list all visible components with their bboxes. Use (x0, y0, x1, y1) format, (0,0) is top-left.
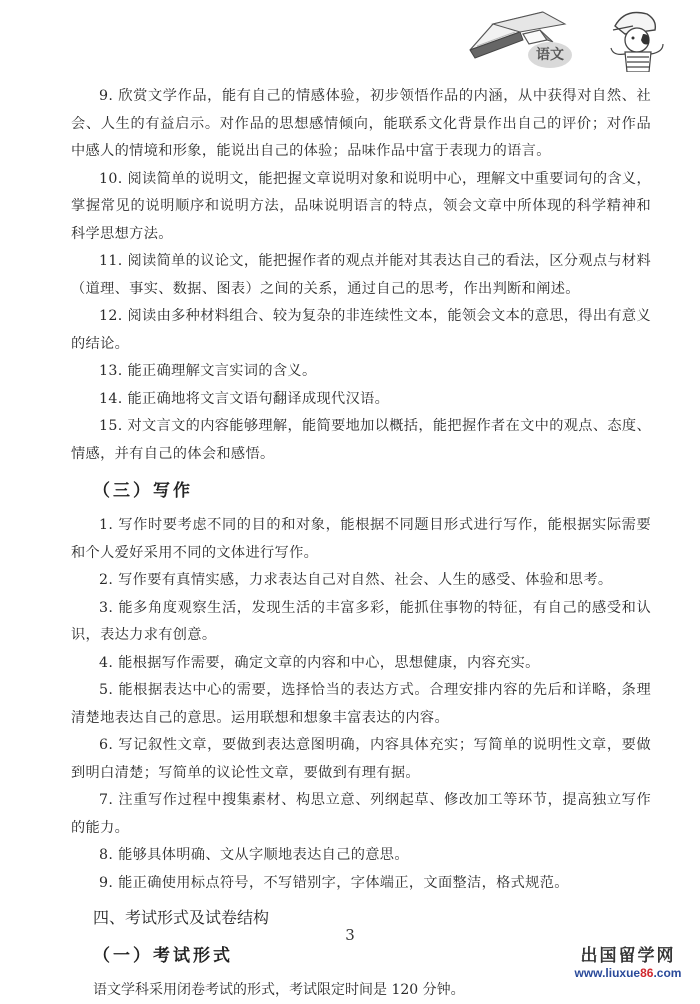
reading-item-13: 13. 能正确理解文言实词的含义。 (99, 363, 317, 379)
writing-item-8: 8. 能够具体明确、文从字顺地表达自己的意思。 (99, 847, 409, 863)
writing-item-1: 1. 写作时要考虑不同的目的和对象，能根据不同题目形式进行写作，能根据实际需要和个人爱好采用不同的文体进行写作。 (71, 517, 651, 561)
reading-item-10: 10. 阅读简单的说明文，能把握文章说明对象和说明中心，理解文中重要词句的含义，掌握常见的说明顺序和说明方法，品味说明语言的特点，领会文章中所体现的科学精神和科学思想方法。 (71, 170, 651, 242)
page-number: 3 (345, 926, 355, 944)
reading-item-11: 11. 阅读简单的议论文，能把握作者的观点并能对其表达自己的看法，区分观点与材料（道理、事实、数据、图表）之间的关系，通过自己的思考，作出判断和阐述。 (71, 253, 651, 297)
writing-item-9: 9. 能正确使用标点符号，不写错别字，字体端正，文面整洁，格式规范。 (99, 874, 569, 891)
writing-item-4: 4. 能根据写作需要，确定文章的内容和中心，思想健康，内容充实。 (99, 654, 540, 671)
watermark (563, 946, 693, 980)
watermark-site-name: 出国留学网 (580, 946, 676, 966)
writing-item-7: 7. 注重写作过程中搜集素材、构思立意、列纲起草、修改加工等环节，提高独立写作的能力。 (71, 792, 651, 836)
document-body (71, 83, 651, 1004)
watermark-url: www.liuxue86.com (574, 966, 682, 980)
subject-badge: 语文 (528, 42, 572, 68)
reading-item-12: 12. 阅读由多种材料组合、较为复杂的非连续性文本，能领会文本的意思，得出有意义的结论。 (71, 308, 651, 352)
writing-item-3: 3. 能多角度观察生活，发现生活的丰富多彩，能抓住事物的特征，有自己的感受和认识，表达力求有创意。 (71, 599, 651, 643)
writing-item-2: 2. 写作要有真情实感，力求表达自己对自然、社会、人生的感受、体验和思考。 (99, 572, 613, 588)
reading-item-14: 14. 能正确地将文言文语句翻译成现代汉语。 (99, 390, 390, 407)
writing-item-5: 5. 能根据表达中心的需要，选择恰当的表达方式。合理安排内容的先后和详略，条理清楚地表达自己的意思。运用联想和想象丰富表达的内容。 (71, 682, 651, 726)
writing-items-list (71, 512, 651, 897)
reading-item-15: 15. 对文言文的内容能够理解，能简要地加以概括，能把握作者在文中的观点、态度、情感，并有自己的体会和感悟。 (71, 418, 651, 462)
section-4-heading: 四、考试形式及试卷结构 (93, 908, 270, 927)
writing-heading: （三）写作 (93, 481, 193, 501)
exam-format-heading: （一）考试形式 (93, 946, 233, 966)
writing-item-6: 6. 写记叙性文章，要做到表达意图明确，内容具体充实；写简单的说明性文章，要做到明白清楚；写简单的议论性文章，要做到有理有据。 (71, 737, 651, 781)
reading-item-9: 9. 欣赏文学作品，能有自己的情感体验，初步领悟作品的内涵，从中获得对自然、社会、人生的有益启示。对作品的思想感情倾向，能联系文化背景作出自己的评价；对作品中感人的情境和形象，能说出自己的体验；品味作品中富于表现力的语言。 (71, 88, 651, 159)
cartoon-student-icon (611, 13, 663, 73)
reading-items-list (71, 83, 651, 468)
exam-format-text: 语文学科采用闭卷考试的形式，考试限定时间是 120 分钟。 (93, 982, 465, 998)
